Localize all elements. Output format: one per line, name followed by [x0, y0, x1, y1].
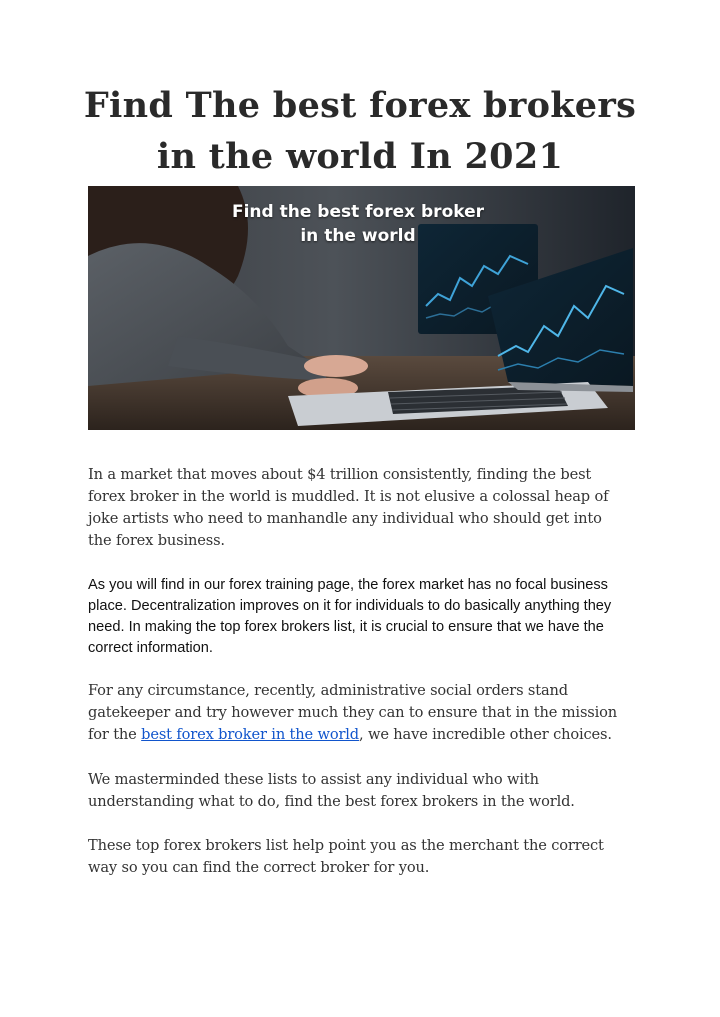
paragraph-conclusion: These top forex brokers list help point you as the merchant the correct way so you can find the correct broker for you.	[88, 837, 604, 876]
hero-image	[88, 186, 635, 430]
hero-caption	[208, 200, 508, 248]
paragraph-intro: In a market that moves about $4 trillion consistently, finding the best forex broker in the world is muddled. It is not elusive a colossal heap of joke artists who need to manhandle any individual who should get into the forex business.	[88, 466, 609, 549]
paragraph-regulators-text-before: For any circumstance, recently, administrative social orders stand gatekeeper and try however much they can to ensure that in the mission for the	[88, 682, 618, 743]
page-title: Find The best forex brokers in the world In 2021	[83, 85, 637, 177]
hero-caption-line-2: in the world	[300, 226, 416, 246]
hero-caption-line-1: Find the best forex broker	[231, 202, 485, 222]
paragraph-regulators	[88, 680, 628, 746]
best-forex-broker-link[interactable]: best forex broker in the world	[141, 726, 360, 743]
paragraph-lists: We masterminded these lists to assist any individual who with understanding what to do, find the best forex brokers in the world.	[88, 771, 575, 810]
paragraph-regulators-text-after: , we have incredible other choices.	[359, 726, 612, 743]
paragraph-training: As you will find in our forex training page, the forex market has no focal business place. Decentralization improves on it for individuals to do basically anything they need. In making the top forex brokers list, it is crucial to ensure that we have the correct information.	[88, 577, 612, 656]
